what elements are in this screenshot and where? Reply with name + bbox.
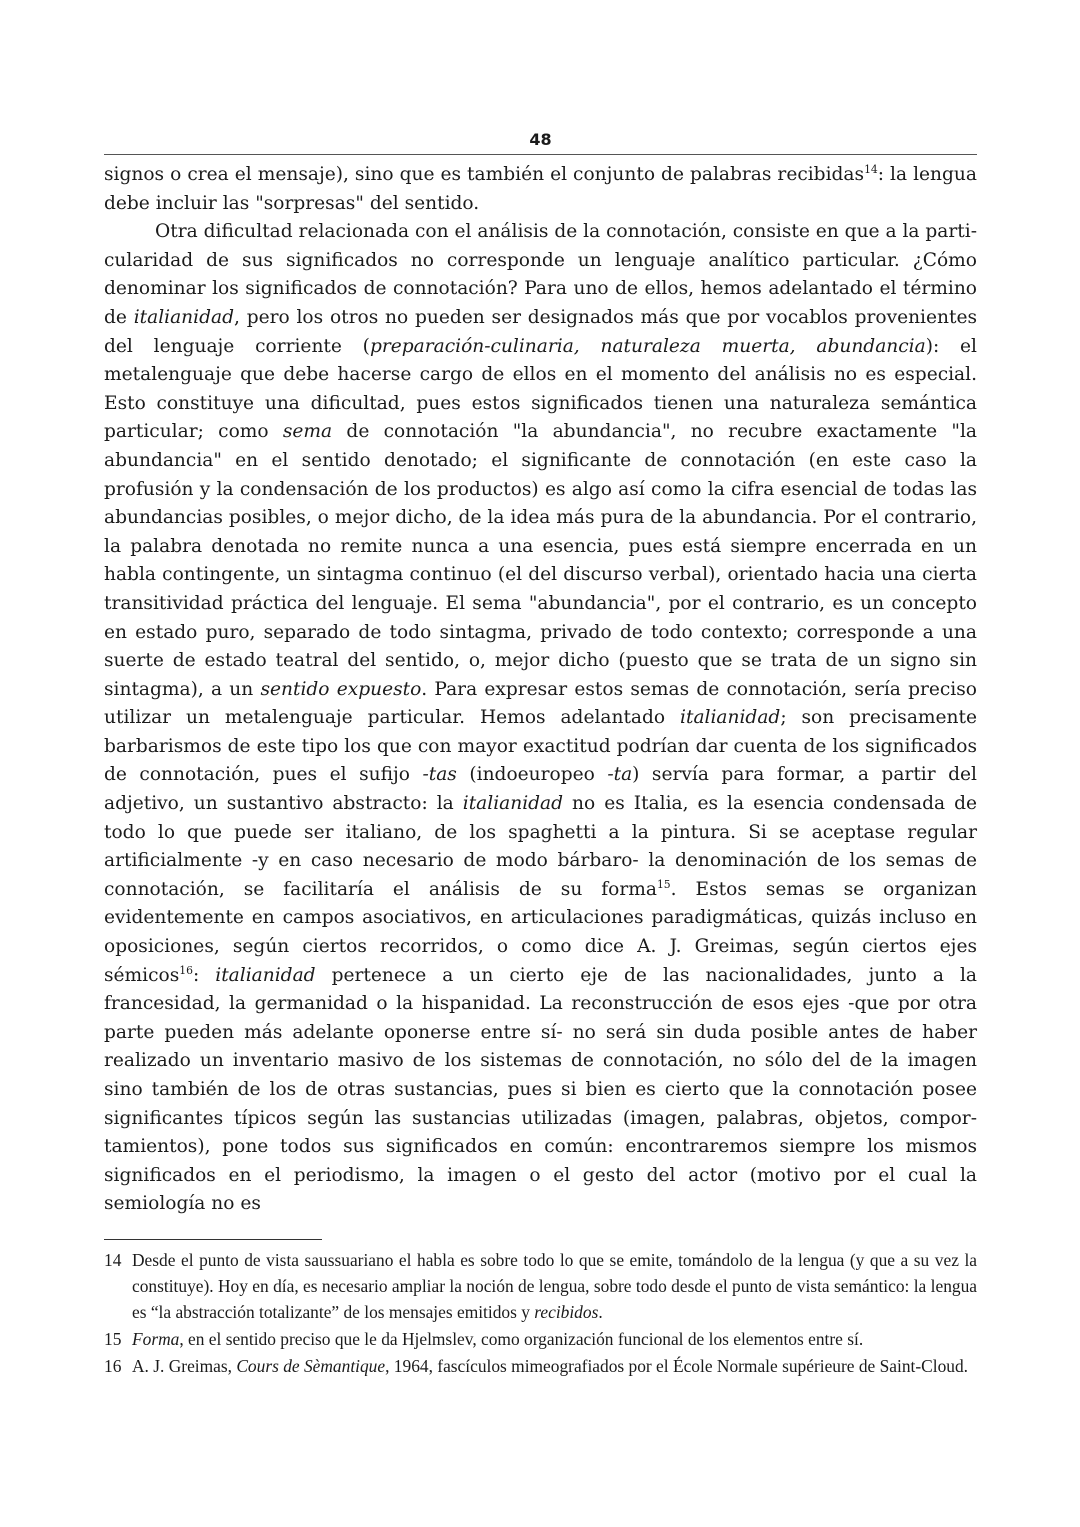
body-text — [104, 161, 977, 1219]
footnote-text — [132, 1326, 977, 1352]
text-run: : — [192, 964, 216, 986]
text-run: ; son precisamente barbarismos de este tipo los que con mayor exactitud podrían dar cuenta de los significados de connotación, pues el sufijo — [104, 707, 977, 786]
italic-term: -tas — [422, 764, 457, 786]
italic-term: italianidad — [215, 964, 316, 986]
paragraph — [104, 218, 977, 1219]
text-run: signos o crea el mensaje), sino que es también el conjunto de palabras recibidas — [104, 164, 865, 185]
text-run: . Para expresar estos semas de connotación, sería preciso utilizar un metalenguaje particular. Hemos adelantado — [104, 678, 977, 729]
footnote-text — [132, 1247, 977, 1325]
italic-term: italianidad — [133, 306, 234, 328]
footnote-15 — [104, 1326, 977, 1352]
italic-term: sema — [282, 421, 333, 443]
text-run: no es Italia, es la esencia condensada de todo lo que puede ser italiano, de los spaghetti a la pintura. Si se aceptase regular artificialmente -y en caso necesario de modo bárbaro- la denominación de los semas de connotación, se facilitaría el análisis de su forma — [104, 793, 977, 900]
paragraph — [104, 161, 977, 218]
italic-term: Forma — [132, 1328, 180, 1349]
text-run: (indoeuropeo — [456, 764, 608, 786]
footnote-ref-16[interactable]: 16 — [179, 963, 193, 977]
text-run: , en el sentido preciso que le da Hjelmslev, como organización funcional de los elementos entre sí. — [179, 1328, 864, 1349]
text-run: , 1964, fascículos mimeografiados por el École Normale supérieure de Saint-Cloud. — [385, 1355, 969, 1376]
italic-term: Cours de Sèmantique — [236, 1355, 386, 1376]
text-run: . — [598, 1301, 603, 1322]
page — [104, 128, 977, 1380]
text-run: ) servía para formar, a partir del adjetivo, un sustantivo abstracto: la — [104, 764, 977, 815]
footnote-14 — [104, 1247, 977, 1325]
footnote-number: 16 — [104, 1355, 122, 1376]
italic-term: sentido expuesto — [260, 678, 422, 700]
footnote-16 — [104, 1353, 977, 1379]
text-run: Otra dificultad relacionada con el análisis de la connotación, consiste en que a la particularidad de sus significados no corresponde un lenguaje analítico particular. ¿Cómo denominar los significados de connotación? Para uno de ellos, hemos adelantado el término de — [104, 221, 977, 328]
footnote-number: 15 — [104, 1328, 122, 1349]
footnotes — [104, 1247, 977, 1379]
page-number: 48 — [104, 128, 977, 155]
footnote-ref-14[interactable]: 14 — [864, 163, 878, 177]
italic-term: recibidos — [534, 1301, 599, 1322]
text-run: de connotación "la abundancia", no recubre exactamente "la abundancia" en el sentido denotado; el significante de connotación (en este caso la profusión y la condensación de los productos) es algo así como la cifra esencial de todas las abundancias posibles, o mejor dicho, de la idea más pura de la abundancia. Por el contrario, la palabra denotada no remite nunca a una esencia, pues está siempre encerrada en un habla contingente, un sintagma continuo (el del discurso verbal), orientado hacia una cierta transitividad práctica del lenguaje. El sema "abundancia", por el contrario, es un concepto en estado puro, separado de todo sintagma, privado de todo contexto; corresponde a una suerte de estado teatral del sentido, o, mejor dicho (puesto que se trata de un signo sin sintagma), a un — [104, 421, 978, 700]
text-run: , pero los otros no pueden ser designados más que por vocablos provenientes del lenguaje corriente ( — [104, 306, 977, 357]
italic-term: italianidad — [462, 793, 564, 815]
italic-term: -ta — [607, 764, 633, 786]
text-run: : la lengua debe incluir las "sorpresas" del sentido. — [104, 164, 977, 214]
italic-term: italianidad — [680, 707, 781, 729]
footnote-text — [132, 1353, 977, 1379]
text-run: Desde el punto de vista saussuariano el habla es sobre todo lo que se emite, tomándolo de la lengua (y que a su vez la constituye). Hoy en día, es necesario ampliar la noción de lengua, sobre todo desde el punto de vista semántico: la lengua es “la abstracción totalizante” de los mensajes emitidos y — [132, 1249, 977, 1322]
italic-term: preparación-culinaria, naturaleza muerta, abundancia — [369, 335, 926, 357]
text-run: A. J. Greimas, — [132, 1355, 237, 1376]
footnote-ref-15[interactable]: 15 — [656, 878, 671, 892]
text-run: . Estos semas se organizan evidentemente en campos asociativos, en articulaciones paradigmáticas, quizás incluso en oposiciones, según ciertos recorridos, o como dice A. J. Greimas, según ciertos ejes sémicos — [104, 878, 977, 986]
footnote-divider — [104, 1239, 322, 1240]
footnote-number: 14 — [104, 1249, 122, 1270]
text-run: ): el metalenguaje que debe hacerse cargo de ellos en el momento del análisis no es especial. Esto constituye una dificultad, pues estos significados tienen una naturaleza semántica particular; como — [104, 335, 977, 443]
text-run: pertenece a un cierto eje de las nacionalidades, junto a la francesidad, la germanidad o la hispanidad. La reconstrucción de esos ejes -que por otra parte pueden más adelante oponerse entre sí- no será sin duda posible antes de haber realizado un inventario masivo de los sistemas de connotación, no sólo del de la imagen sino también de los de otras sustancias, pues si bien es cierto que la connotación posee significantes típicos según las sustancias utilizadas (imagen, palabras, objetos, comportamientos), pone todos sus significados en común: encontraremos siempre los mismos significados en el periodismo, la imagen o el gesto del actor (motivo por el cual la semiología no es — [104, 964, 977, 1215]
